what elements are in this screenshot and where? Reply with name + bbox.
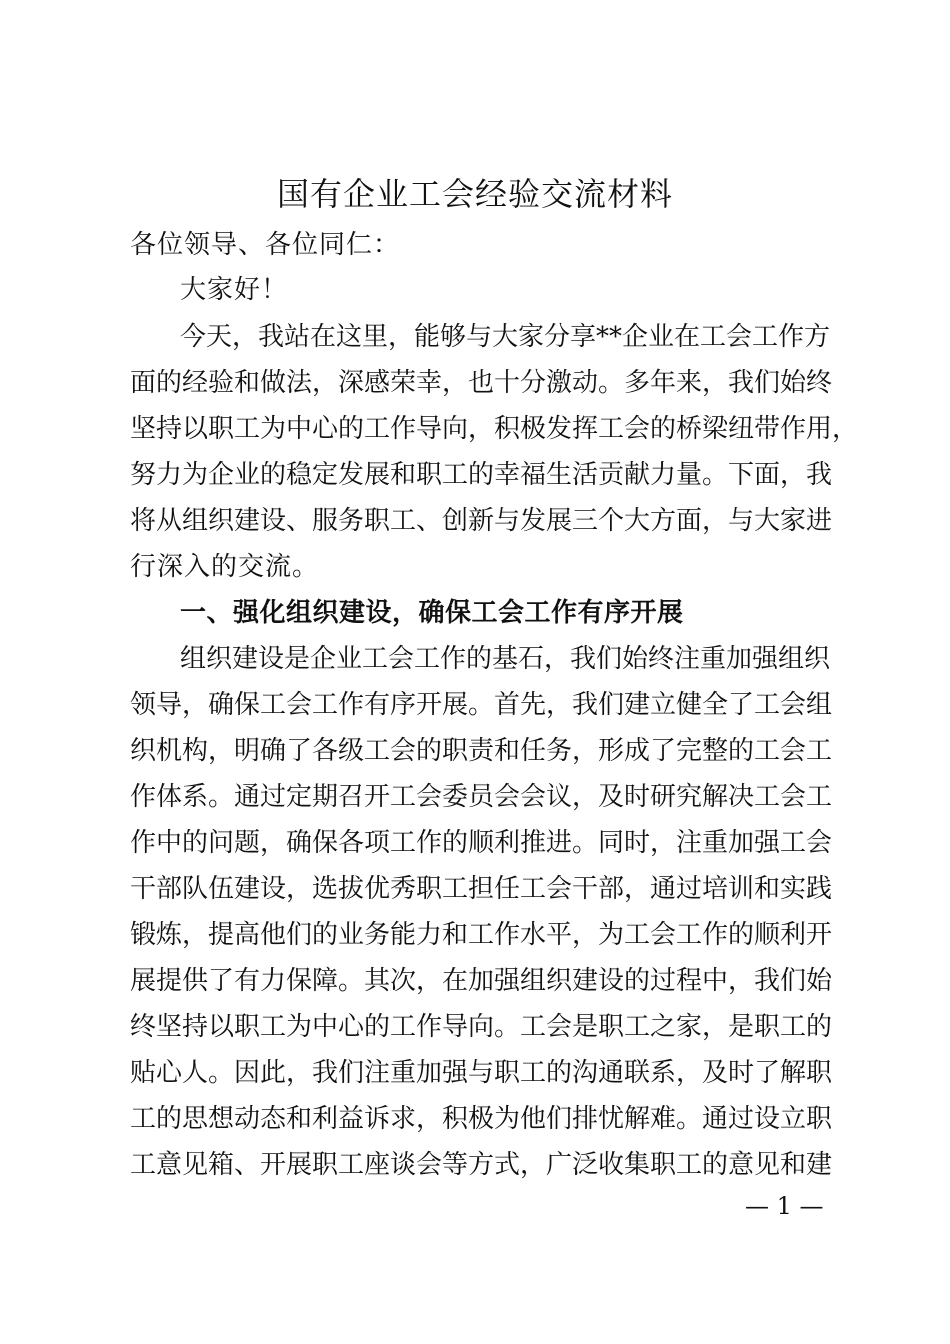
- text-line: 工的思想动态和利益诉求，积极为他们排忧解难。通过设立职: [130, 1104, 833, 1134]
- salutation: 各位领导、各位同仁：: [130, 230, 401, 260]
- text-line: 组织建设是企业工会工作的基石，我们始终注重加强组织: [180, 644, 831, 674]
- text-line: 努力为企业的稳定发展和职工的幸福生活贡献力量。下面，我: [130, 460, 833, 490]
- text-line: 面的经验和做法，深感荣幸，也十分激动。多年来，我们始终: [130, 368, 833, 398]
- text-line: 坚持以职工为中心的工作导向，积极发挥工会的桥梁纽带作用，: [130, 414, 859, 444]
- text-line: 工意见箱、开展职工座谈会等方式，广泛收集职工的意见和建: [130, 1150, 833, 1180]
- text-line: 干部队伍建设，选拔优秀职工担任工会干部，通过培训和实践: [130, 874, 833, 904]
- section-heading: 一、强化组织建设，确保工会工作有序开展: [180, 598, 684, 628]
- page-number: — 1 —: [745, 1192, 824, 1220]
- text-line: 锻炼，提高他们的业务能力和工作水平，为工会工作的顺利开: [130, 920, 833, 950]
- text-line: 织机构，明确了各级工会的职责和任务，形成了完整的工会工: [130, 736, 833, 766]
- text-line: 贴心人。因此，我们注重加强与职工的沟通联系，及时了解职: [130, 1058, 833, 1088]
- text-line: 展提供了有力保障。其次，在加强组织建设的过程中，我们始: [130, 966, 833, 996]
- text-line: 行深入的交流。: [130, 552, 320, 582]
- text-line: 今天，我站在这里，能够与大家分享**企业在工会工作方: [180, 322, 831, 352]
- text-line: 领导，确保工会工作有序开展。首先，我们建立健全了工会组: [130, 690, 833, 720]
- greeting: 大家好！: [180, 275, 289, 305]
- text-line: 作中的问题，确保各项工作的顺利推进。同时，注重加强工会: [130, 828, 833, 858]
- document-title: 国有企业工会经验交流材料: [276, 175, 673, 213]
- text-line: 终坚持以职工为中心的工作导向。工会是职工之家，是职工的: [130, 1012, 833, 1042]
- text-line: 将从组织建设、服务职工、创新与发展三个大方面，与大家进: [130, 506, 833, 536]
- text-line: 作体系。通过定期召开工会委员会会议，及时研究解决工会工: [130, 782, 833, 812]
